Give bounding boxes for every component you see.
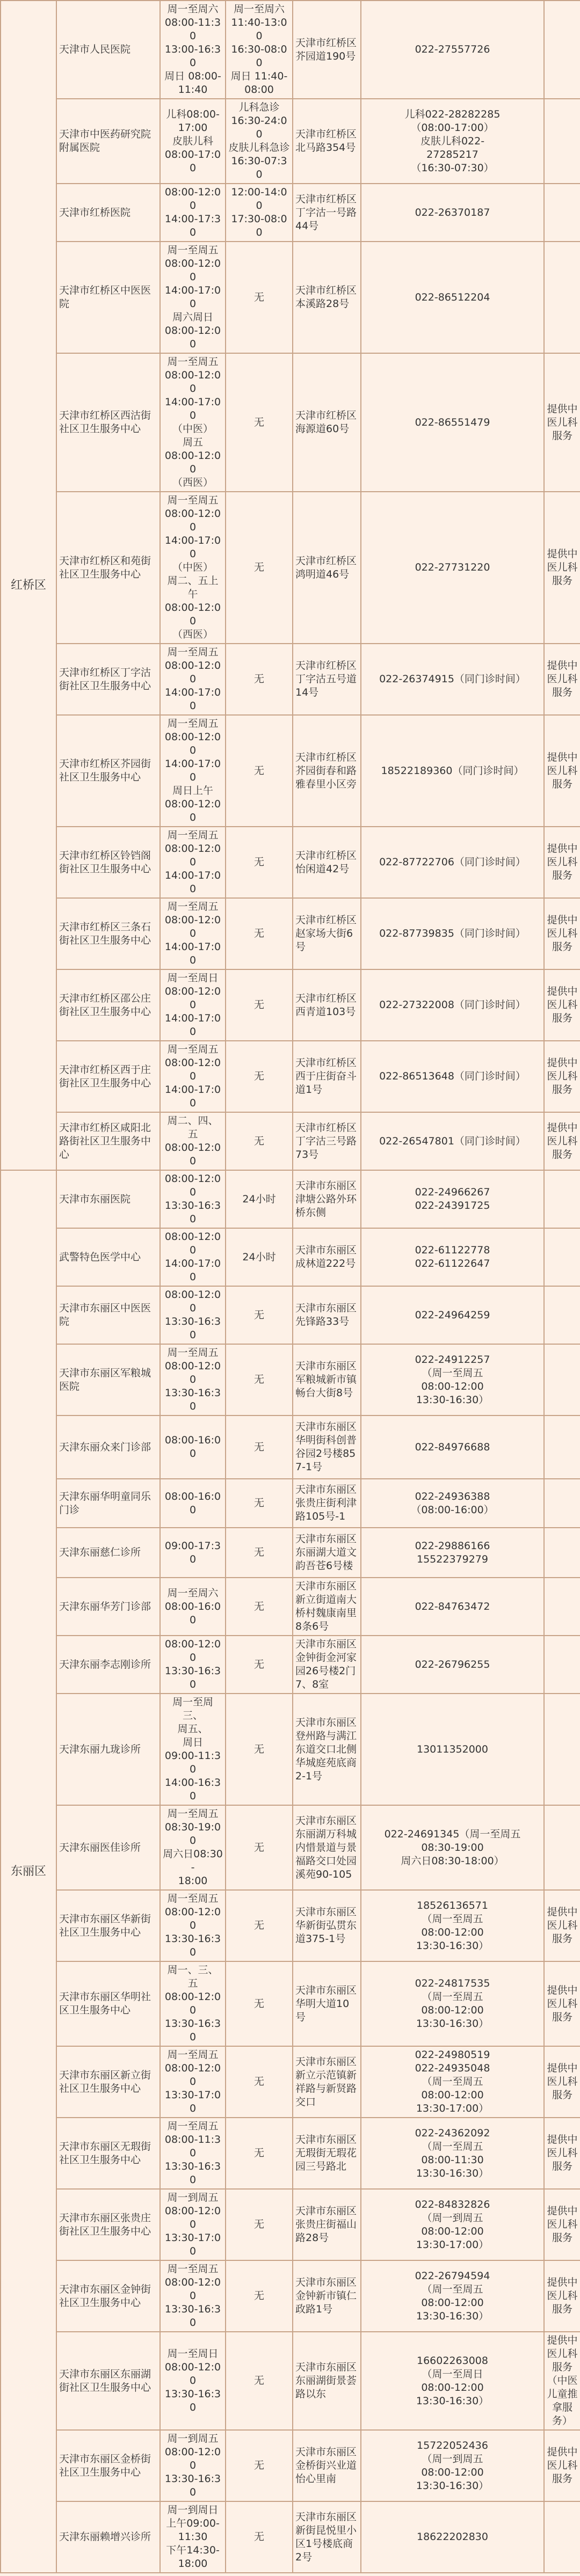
weekday-hours: 周一至周五 08:00-12:00 14:00-17:00: [160, 827, 226, 898]
emergency-hours: 无: [226, 1344, 293, 1415]
table-row: [1, 1344, 580, 1415]
emergency-hours: 无: [226, 1961, 293, 2046]
table-row: [1, 353, 580, 492]
address: 天津市东丽区新立街道南大桥村魏康南里8条6号: [293, 1578, 361, 1636]
table-row: [1, 898, 580, 969]
table-row: [1, 2430, 580, 2501]
emergency-hours: 无: [226, 1578, 293, 1636]
table-row: [1, 242, 580, 353]
service-note: [544, 1578, 580, 1636]
service-note: 提供中医儿科服务: [544, 827, 580, 898]
address: 天津市东丽区登州路与满江东道交口北侧华城庭苑底商2-1号: [293, 1694, 361, 1805]
table-row: [1, 1, 580, 99]
service-note: 提供中医儿科服务: [544, 644, 580, 715]
emergency-hours: 无: [226, 492, 293, 644]
address: 天津市红桥区丁字沽一号路44号: [293, 184, 361, 242]
hospital-name: 天津市东丽区金钟街社区卫生服务中心: [56, 2260, 160, 2332]
address: 天津市东丽区华新街弘贯东道375-1号: [293, 1890, 361, 1961]
phone: 022-27322008（同门诊时间）: [361, 969, 544, 1041]
service-note: 提供中医儿科服务: [544, 2430, 580, 2501]
emergency-hours: 儿科急诊 16:30-24:00 皮肤儿科急诊 16:30-07:30: [226, 99, 293, 184]
hospital-name: 天津市中医药研究院附属医院: [56, 99, 160, 184]
table-row: [1, 715, 580, 827]
address: 天津市东丽区金桥街兴业道怡心里南: [293, 2430, 361, 2501]
table-row: [1, 492, 580, 644]
emergency-hours: 无: [226, 353, 293, 492]
weekday-hours: 周一至周五 08:00-12:00 13:30-17:00: [160, 2046, 226, 2118]
weekday-hours: 周一至周五 08:00-12:00 14:00-17:00: [160, 898, 226, 969]
hospital-name: 天津市人民医院: [56, 1, 160, 99]
phone: 022-86551479: [361, 353, 544, 492]
emergency-hours: 无: [226, 1041, 293, 1112]
service-note: [544, 184, 580, 242]
emergency-hours: 无: [226, 1112, 293, 1170]
emergency-hours: 12:00-14:00 17:30-08:00: [226, 184, 293, 242]
table-row: [1, 1228, 580, 1286]
hospital-name: 天津市东丽区中医医院: [56, 1286, 160, 1344]
service-note: [544, 1170, 580, 1228]
hospital-name: 天津东丽九珑诊所: [56, 1694, 160, 1805]
weekday-hours: 09:00-17:30: [160, 1528, 226, 1578]
address: 天津市东丽区金钟街金河家园26号楼2门7、8室: [293, 1636, 361, 1694]
phone: 022-24936388 （08:00-16:00）: [361, 1479, 544, 1528]
table-row: [1, 2189, 580, 2260]
hospital-name: 天津东丽众来门诊部: [56, 1415, 160, 1479]
emergency-hours: 无: [226, 1890, 293, 1961]
phone: 儿科022-28282285 （08:00-17:00） 皮肤儿科022- 27285217 （16:30-07:30）: [361, 99, 544, 184]
service-note: [544, 1528, 580, 1578]
emergency-hours: 无: [226, 1805, 293, 1890]
emergency-hours: 24小时: [226, 1228, 293, 1286]
service-note: 提供中医儿科服务: [544, 715, 580, 827]
service-note: 提供中医儿科服务: [544, 2260, 580, 2332]
address: 天津市东丽区金钟新市镇仁政路1号: [293, 2260, 361, 2332]
district-name: 东丽区: [1, 1170, 56, 2573]
hospital-name: 天津市东丽医院: [56, 1170, 160, 1228]
emergency-hours: 无: [226, 2260, 293, 2332]
address: 天津市红桥区本溪路28号: [293, 242, 361, 353]
table-row: [1, 99, 580, 184]
phone: 022-24691345（周一至周五 08:30-19:00 周六日08:30-18:00）: [361, 1805, 544, 1890]
phone: 022-24912257 （周一至周五 08:00-12:00 13:30-16:30）: [361, 1344, 544, 1415]
phone: 022-24964259: [361, 1286, 544, 1344]
phone: 022-24966267 022-24391725: [361, 1170, 544, 1228]
service-note: 提供中医儿科服务: [544, 1890, 580, 1961]
emergency-hours: 无: [226, 1415, 293, 1479]
hospital-name: 天津市红桥区中医医院: [56, 242, 160, 353]
phone: 13011352000: [361, 1694, 544, 1805]
hospital-name: 天津东丽华明童同乐门诊: [56, 1479, 160, 1528]
hospital-name: 天津市红桥区和苑街社区卫生服务中心: [56, 492, 160, 644]
service-note: [544, 1415, 580, 1479]
table-row: [1, 1170, 580, 1228]
weekday-hours: 周一至周五 08:00-12:00 14:00-17:00 周日上午 08:00-12:00: [160, 715, 226, 827]
hospital-name: 天津东丽医佳诊所: [56, 1805, 160, 1890]
phone: 022-84832826 （周一到周五 08:00-12:00 13:30-17:00）: [361, 2189, 544, 2260]
phone: 022-86513648（同门诊时间）: [361, 1041, 544, 1112]
table-row: [1, 1578, 580, 1636]
phone: 18526136571 （周一至周五 08:00-12:00 13:30-16:30）: [361, 1890, 544, 1961]
service-note: [544, 1636, 580, 1694]
phone: 16602263008 （周一至周日 08:00-12:00 13:30-16:30）: [361, 2332, 544, 2430]
phone: 022-61122778 022-61122647: [361, 1228, 544, 1286]
address: 天津市红桥区芥园街春和路雅春里小区旁: [293, 715, 361, 827]
table-row: [1, 1286, 580, 1344]
hospital-name: 天津市东丽区华明社区卫生服务中心: [56, 1961, 160, 2046]
weekday-hours: 周一至周六 08:00-11:30 13:00-16:30 周日 08:00- 11:40: [160, 1, 226, 99]
address: 天津市东丽区津塘公路外环桥东侧: [293, 1170, 361, 1228]
table-row: [1, 644, 580, 715]
address: 天津市红桥区丁字沽三号路73号: [293, 1112, 361, 1170]
weekday-hours: 儿科08:00- 17:00 皮肤儿科 08:00-17:00: [160, 99, 226, 184]
table-row: [1, 1528, 580, 1578]
emergency-hours: 无: [226, 1694, 293, 1805]
weekday-hours: 周一到周日 上午09:00- 11:30 下午14:30- 18:00: [160, 2501, 226, 2573]
phone: 022-26796255: [361, 1636, 544, 1694]
address: 天津市东丽区无瑕街无瑕花园三号路北: [293, 2118, 361, 2189]
weekday-hours: 周一至周五 08:00-12:00 13:30-16:30: [160, 2260, 226, 2332]
emergency-hours: 无: [226, 1528, 293, 1578]
weekday-hours: 周一至周五 08:00-12:00 14:00-17:00 （中医） 周二、五上午 08:00-12:00 （西医）: [160, 492, 226, 644]
table-row: [1, 2118, 580, 2189]
service-note: [544, 99, 580, 184]
table-row: [1, 827, 580, 898]
table-row: [1, 1479, 580, 1528]
weekday-hours: 周一至周五 08:00-12:00 14:00-17:00: [160, 1041, 226, 1112]
weekday-hours: 周一至周五 08:00-12:00 13:30-16:30: [160, 1890, 226, 1961]
service-note: 提供中医儿科服务: [544, 1112, 580, 1170]
service-note: [544, 2501, 580, 2573]
service-note: 提供中医儿科服务（中医儿童推拿服务）: [544, 2332, 580, 2430]
hospital-name: 天津市红桥区铃铛阁街社区卫生服务中心: [56, 827, 160, 898]
table-row: [1, 1890, 580, 1961]
emergency-hours: 周一至周六 11:40-13:00 16:30-08:00 周日 11:40- 08:00: [226, 1, 293, 99]
emergency-hours: 无: [226, 1286, 293, 1344]
weekday-hours: 08:00-12:00 13:30-16:30: [160, 1286, 226, 1344]
weekday-hours: 08:00-16:00: [160, 1479, 226, 1528]
phone: 022-24980519 022-24935048 （周一至周五 08:00-12:00 13:30-17:00）: [361, 2046, 544, 2118]
address: 天津市东丽区东丽湖大道文韵吾苍6号楼: [293, 1528, 361, 1578]
table-row: [1, 1041, 580, 1112]
district-name: 红桥区: [1, 1, 56, 1170]
table-row: [1, 2501, 580, 2573]
phone: 022-27557726: [361, 1, 544, 99]
hospital-name: 天津市东丽区军粮城医院: [56, 1344, 160, 1415]
emergency-hours: 无: [226, 2118, 293, 2189]
service-note: [544, 1344, 580, 1415]
hospital-name: 武警特色医学中心: [56, 1228, 160, 1286]
weekday-hours: 周一至周五 08:00-12:00 14:00-17:00 周六周日 08:00-12:00: [160, 242, 226, 353]
address: 天津市东丽区华明街科创普谷园2号楼857-1号: [293, 1415, 361, 1479]
service-note: 提供中医儿科服务: [544, 1041, 580, 1112]
weekday-hours: 周一至周五 08:00-11:30 13:30-16:30: [160, 2118, 226, 2189]
table-row: [1, 969, 580, 1041]
weekday-hours: 周一到周五 08:00-12:00 13:30-17:00: [160, 2189, 226, 2260]
phone: 022-26374915（同门诊时间）: [361, 644, 544, 715]
phone: 022-24817535 （周一至周五 08:00-12:00 13:30-16:30）: [361, 1961, 544, 2046]
service-note: 提供中医儿科服务: [544, 1961, 580, 2046]
service-note: 提供中医儿科服务: [544, 353, 580, 492]
address: 天津市红桥区丁字沽五号道14号: [293, 644, 361, 715]
table-row: [1, 1636, 580, 1694]
weekday-hours: 08:00-12:00 14:00-17:00: [160, 1228, 226, 1286]
weekday-hours: 周一至周三、 周五、 周日 09:00-11:30 14:00-16:30: [160, 1694, 226, 1805]
table-row: [1, 2260, 580, 2332]
service-note: [544, 242, 580, 353]
emergency-hours: 无: [226, 2332, 293, 2430]
weekday-hours: 周一至周六 08:00-16:00: [160, 1578, 226, 1636]
table-row: [1, 184, 580, 242]
emergency-hours: 无: [226, 242, 293, 353]
service-note: 提供中医儿科服务: [544, 898, 580, 969]
table-row: [1, 1415, 580, 1479]
phone: 022-26794594 （周一至周五 08:00-12:00 13:30-16:30）: [361, 2260, 544, 2332]
phone: 15722052436 （周一到周五 08:00-12:00 13:30-16:30）: [361, 2430, 544, 2501]
hospital-name: 天津市红桥区三条石街社区卫生服务中心: [56, 898, 160, 969]
phone: 18522189360（同门诊时间）: [361, 715, 544, 827]
hospital-name: 天津市东丽区华新街社区卫生服务中心: [56, 1890, 160, 1961]
weekday-hours: 周一至周五 08:00-12:00 13:30-16:30: [160, 1344, 226, 1415]
address: 天津市东丽区成林道222号: [293, 1228, 361, 1286]
service-note: 提供中医儿科服务: [544, 2189, 580, 2260]
address: 天津市东丽区张贵庄街福山路28号: [293, 2189, 361, 2260]
emergency-hours: 无: [226, 969, 293, 1041]
service-note: 提供中医儿科服务: [544, 492, 580, 644]
service-note: 提供中医儿科服务: [544, 969, 580, 1041]
address: 天津市东丽区东丽湖万科城内惜景道与景福路交口处园溪苑90-105: [293, 1805, 361, 1890]
weekday-hours: 周一至周五 08:00-12:00 14:00-17:00 （中医） 周五 08:00-12:00 （西医）: [160, 353, 226, 492]
hospital-name: 天津市红桥区丁字沽街社区卫生服务中心: [56, 644, 160, 715]
phone: 022-29886166 15522379279: [361, 1528, 544, 1578]
phone: 022-26370187: [361, 184, 544, 242]
table-row: [1, 2332, 580, 2430]
weekday-hours: 周一、三、五 08:00-12:00 13:30-16:30: [160, 1961, 226, 2046]
service-note: [544, 1228, 580, 1286]
address: 天津市东丽区军粮城新市镇畅台大街8号: [293, 1344, 361, 1415]
weekday-hours: 周二、四、五 08:00-12:00: [160, 1112, 226, 1170]
phone: 022-86512204: [361, 242, 544, 353]
hospital-name: 天津市东丽区张贵庄街社区卫生服务中心: [56, 2189, 160, 2260]
weekday-hours: 08:00-12:00 13:30-16:30: [160, 1170, 226, 1228]
address: 天津市东丽区先锋路33号: [293, 1286, 361, 1344]
weekday-hours: 周一至周五 08:30-19:00 周六日08:30- 18:00: [160, 1805, 226, 1890]
emergency-hours: 无: [226, 1479, 293, 1528]
table-row: [1, 2046, 580, 2118]
hospital-name: 天津市东丽区新立街社区卫生服务中心: [56, 2046, 160, 2118]
emergency-hours: 无: [226, 715, 293, 827]
hospital-name: 天津东丽慈仁诊所: [56, 1528, 160, 1578]
table-row: [1, 1694, 580, 1805]
emergency-hours: 无: [226, 2430, 293, 2501]
phone: 18622202830: [361, 2501, 544, 2573]
emergency-hours: 无: [226, 2501, 293, 2573]
address: 天津市东丽区华明大道10号: [293, 1961, 361, 2046]
weekday-hours: 周一到周五 08:00-12:00 13:30-16:30: [160, 2430, 226, 2501]
hospital-name: 天津市红桥区西于庄街社区卫生服务中心: [56, 1041, 160, 1112]
phone: 022-24362092 （周一至周五 08:00-11:30 13:30-16:30）: [361, 2118, 544, 2189]
phone: 022-87739835（同门诊时间）: [361, 898, 544, 969]
weekday-hours: 08:00-16:00: [160, 1415, 226, 1479]
emergency-hours: 无: [226, 827, 293, 898]
hospital-name: 天津市红桥区邵公庄街社区卫生服务中心: [56, 969, 160, 1041]
hospital-name: 天津市红桥区咸阳北路街社区卫生服务中心: [56, 1112, 160, 1170]
table-row: [1, 1961, 580, 2046]
phone: 022-84763472: [361, 1578, 544, 1636]
address: 天津市红桥区鸿明道46号: [293, 492, 361, 644]
address: 天津市红桥区西于庄街奋斗道1号: [293, 1041, 361, 1112]
hospital-name: 天津市东丽区金桥街社区卫生服务中心: [56, 2430, 160, 2501]
service-note: [544, 1805, 580, 1890]
hospital-name: 天津东丽李志刚诊所: [56, 1636, 160, 1694]
table-row: [1, 1805, 580, 1890]
address: 天津市红桥区芥园道190号: [293, 1, 361, 99]
service-note: 提供中医儿科服务: [544, 2118, 580, 2189]
address: 天津市东丽区新立示范镇新祥路与新贤路交口: [293, 2046, 361, 2118]
address: 天津市红桥区赵家场大街6号: [293, 898, 361, 969]
service-note: [544, 1479, 580, 1528]
weekday-hours: 08:00-12:00 14:00-17:30: [160, 184, 226, 242]
address: 天津市东丽区东丽湖街景荟路以东: [293, 2332, 361, 2430]
hospital-name: 天津市东丽区无瑕街社区卫生服务中心: [56, 2118, 160, 2189]
address: 天津市红桥区北马路354号: [293, 99, 361, 184]
hospital-name: 天津市红桥医院: [56, 184, 160, 242]
table-row: [1, 1112, 580, 1170]
service-note: [544, 1694, 580, 1805]
emergency-hours: 无: [226, 1636, 293, 1694]
address: 天津市红桥区海源道60号: [293, 353, 361, 492]
service-note: 提供中医儿科服务: [544, 2046, 580, 2118]
address: 天津市红桥区怡闲道42号: [293, 827, 361, 898]
hospital-name: 天津市红桥区西沽街社区卫生服务中心: [56, 353, 160, 492]
emergency-hours: 无: [226, 2046, 293, 2118]
emergency-hours: 无: [226, 644, 293, 715]
address: 天津市东丽区张贵庄街利津路105号-1: [293, 1479, 361, 1528]
phone: 022-84976688: [361, 1415, 544, 1479]
weekday-hours: 周一至周五 08:00-12:00 14:00-17:00: [160, 644, 226, 715]
emergency-hours: 24小时: [226, 1170, 293, 1228]
hospital-name: 天津东丽赖增兴诊所: [56, 2501, 160, 2573]
phone: 022-87722706（同门诊时间）: [361, 827, 544, 898]
address: 天津市红桥区西青道103号: [293, 969, 361, 1041]
service-note: [544, 1286, 580, 1344]
hospital-name: 天津市红桥区芥园街社区卫生服务中心: [56, 715, 160, 827]
phone: 022-27731220: [361, 492, 544, 644]
hospital-name: 天津东丽华芳门诊部: [56, 1578, 160, 1636]
weekday-hours: 周一至周日 08:00-12:00 13:30-16:30: [160, 2332, 226, 2430]
address: 天津市东丽区新街昆悦里小区1号楼底商2号: [293, 2501, 361, 2573]
hospital-name: 天津市东丽区东丽湖街社区卫生服务中心: [56, 2332, 160, 2430]
weekday-hours: 周一至周日 08:00-12:00 14:00-17:00: [160, 969, 226, 1041]
service-note: [544, 1, 580, 99]
emergency-hours: 无: [226, 898, 293, 969]
phone: 022-26547801（同门诊时间）: [361, 1112, 544, 1170]
emergency-hours: 无: [226, 2189, 293, 2260]
weekday-hours: 08:00-12:00 13:30-16:30: [160, 1636, 226, 1694]
